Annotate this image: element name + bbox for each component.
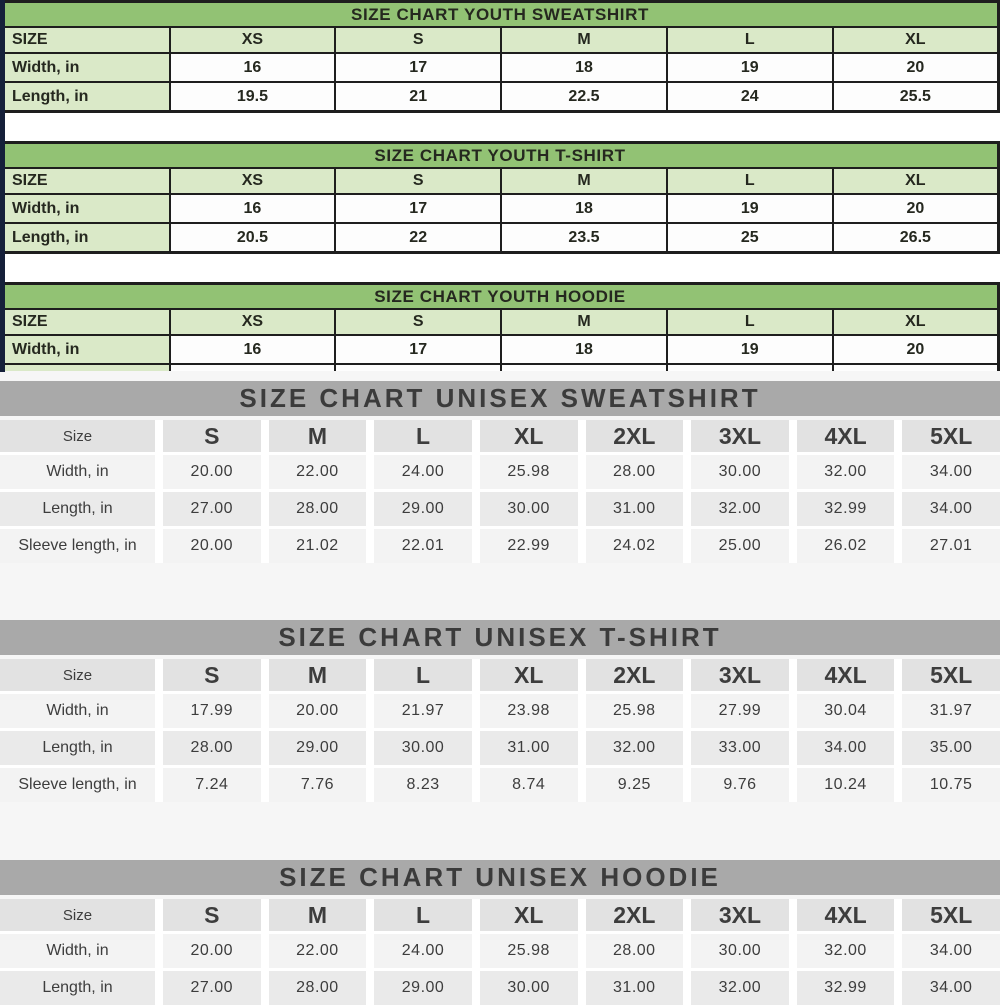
size-value: 7.76: [269, 768, 367, 802]
column-header: XS: [170, 168, 336, 194]
size-value: 27.01: [902, 529, 1000, 563]
left-edge-strip: [0, 0, 5, 372]
size-value: 20.00: [163, 934, 261, 968]
size-value: 16: [170, 335, 336, 364]
column-header: S: [163, 659, 261, 691]
column-header: S: [163, 899, 261, 931]
column-header: L: [374, 659, 472, 691]
size-value: 18: [501, 53, 667, 82]
chart-title: SIZE CHART UNISEX HOODIE: [0, 860, 1000, 895]
size-value: 22.99: [480, 529, 578, 563]
size-value: 25: [667, 223, 833, 253]
size-value: 34.00: [902, 971, 1000, 1005]
size-value: 22.00: [269, 934, 367, 968]
size-value: 30.00: [691, 455, 789, 489]
size-value: 24.00: [374, 934, 472, 968]
size-value: 21.02: [269, 529, 367, 563]
unisex-size-charts: [0, 371, 1000, 1000]
size-value: 30.00: [480, 971, 578, 1005]
size-value: 20: [833, 335, 999, 364]
size-value: 22.5: [501, 82, 667, 112]
size-value: 32.00: [797, 934, 895, 968]
column-header: XL: [480, 420, 578, 452]
size-value: 33.00: [691, 731, 789, 765]
column-header: L: [374, 420, 472, 452]
row-label: Length, in: [2, 223, 170, 253]
size-table: [0, 659, 1000, 802]
size-value: 28.00: [269, 971, 367, 1005]
size-value: 20.00: [163, 529, 261, 563]
size-value: 16: [170, 194, 336, 223]
size-value: 26.5: [833, 223, 999, 253]
row-label: Width, in: [0, 455, 155, 489]
column-header: 2XL: [586, 659, 684, 691]
size-value: 18: [501, 335, 667, 364]
column-header: M: [501, 309, 667, 335]
size-table: [0, 899, 1000, 1005]
size-value: 32.00: [797, 455, 895, 489]
size-value: 28.00: [586, 455, 684, 489]
column-header: XL: [833, 309, 999, 335]
column-header: 2XL: [586, 899, 684, 931]
column-header: M: [269, 659, 367, 691]
size-value: 20.00: [269, 694, 367, 728]
size-value: 27.99: [691, 694, 789, 728]
size-value: 21.97: [374, 694, 472, 728]
chart-title: SIZE CHART UNISEX SWEATSHIRT: [0, 381, 1000, 416]
size-value: 22: [335, 223, 501, 253]
column-header: XL: [480, 899, 578, 931]
row-label: Length, in: [0, 492, 155, 526]
column-header: 3XL: [691, 420, 789, 452]
column-header: L: [667, 27, 833, 53]
size-value: 18: [501, 194, 667, 223]
size-chart-section: [0, 381, 1000, 563]
size-value: 7.24: [163, 768, 261, 802]
row-label: Width, in: [0, 934, 155, 968]
column-header: 2XL: [586, 420, 684, 452]
row-label: Length, in: [0, 971, 155, 1005]
row-label: Width, in: [2, 53, 170, 82]
size-chart-section: [0, 620, 1000, 802]
size-value: 22.00: [269, 455, 367, 489]
column-header: 4XL: [797, 659, 895, 691]
column-header: 5XL: [902, 899, 1000, 931]
size-value: 23.5: [501, 223, 667, 253]
size-value: 31.00: [480, 731, 578, 765]
column-header: L: [374, 899, 472, 931]
size-value: 25.5: [833, 82, 999, 112]
column-header: M: [501, 168, 667, 194]
size-value: 30.00: [374, 731, 472, 765]
size-value: 34.00: [797, 731, 895, 765]
column-header: XL: [480, 659, 578, 691]
size-value: 20.5: [170, 223, 336, 253]
size-value: 19: [667, 194, 833, 223]
youth-size-charts: [0, 0, 1000, 395]
size-value: 25.98: [480, 455, 578, 489]
column-header: XL: [833, 27, 999, 53]
size-header-label: Size: [0, 420, 155, 452]
column-header: XS: [170, 27, 336, 53]
size-value: 34.00: [902, 934, 1000, 968]
table-row: [2, 194, 999, 223]
size-value: 20: [833, 53, 999, 82]
column-header: S: [163, 420, 261, 452]
column-header: M: [269, 899, 367, 931]
size-value: 30.00: [480, 492, 578, 526]
table-row: [2, 223, 999, 253]
size-header-label: SIZE: [2, 168, 170, 194]
column-header: 5XL: [902, 659, 1000, 691]
size-value: 17: [335, 335, 501, 364]
size-value: 30.00: [691, 934, 789, 968]
column-header: S: [335, 27, 501, 53]
size-value: 29.00: [374, 971, 472, 1005]
size-value: 27.00: [163, 971, 261, 1005]
size-value: 35.00: [902, 731, 1000, 765]
size-table: [0, 141, 1000, 254]
column-header: 4XL: [797, 899, 895, 931]
size-value: 17: [335, 194, 501, 223]
size-value: 32.00: [691, 971, 789, 1005]
size-value: 20.00: [163, 455, 261, 489]
size-chart-section: [0, 860, 1000, 1005]
size-value: 27.00: [163, 492, 261, 526]
size-value: 24: [667, 82, 833, 112]
chart-title: SIZE CHART YOUTH T-SHIRT: [2, 143, 999, 169]
row-label: Length, in: [0, 731, 155, 765]
size-value: 32.00: [586, 731, 684, 765]
size-value: 25.98: [586, 694, 684, 728]
column-header: S: [335, 309, 501, 335]
column-header: 3XL: [691, 659, 789, 691]
row-label: Sleeve length, in: [0, 529, 155, 563]
size-value: 32.99: [797, 971, 895, 1005]
size-value: 24.00: [374, 455, 472, 489]
row-label: Width, in: [2, 335, 170, 364]
size-value: 23.98: [480, 694, 578, 728]
size-value: 26.02: [797, 529, 895, 563]
row-label: Sleeve length, in: [0, 768, 155, 802]
size-value: 31.00: [586, 971, 684, 1005]
size-value: 31.00: [586, 492, 684, 526]
column-header: M: [269, 420, 367, 452]
column-header: S: [335, 168, 501, 194]
size-value: 28.00: [586, 934, 684, 968]
size-value: 19.5: [170, 82, 336, 112]
table-row: [2, 335, 999, 364]
size-value: 16: [170, 53, 336, 82]
size-table: [0, 0, 1000, 113]
size-value: 31.97: [902, 694, 1000, 728]
size-value: 24.02: [586, 529, 684, 563]
size-chart-section: [0, 0, 1000, 113]
size-value: 10.75: [902, 768, 1000, 802]
size-header-label: SIZE: [2, 309, 170, 335]
size-value: 29.00: [374, 492, 472, 526]
row-label: Length, in: [2, 82, 170, 112]
column-header: M: [501, 27, 667, 53]
size-value: 17.99: [163, 694, 261, 728]
size-value: 32.99: [797, 492, 895, 526]
size-header-label: SIZE: [2, 27, 170, 53]
size-value: 25.98: [480, 934, 578, 968]
size-value: 8.74: [480, 768, 578, 802]
table-row: [2, 82, 999, 112]
size-header-label: Size: [0, 659, 155, 691]
size-table: [0, 420, 1000, 563]
table-row: [2, 53, 999, 82]
size-chart-section: [0, 141, 1000, 254]
size-value: 20: [833, 194, 999, 223]
size-value: 29.00: [269, 731, 367, 765]
chart-title: SIZE CHART YOUTH HOODIE: [2, 284, 999, 310]
size-value: 9.25: [586, 768, 684, 802]
size-value: 19: [667, 335, 833, 364]
column-header: L: [667, 309, 833, 335]
row-label: Width, in: [2, 194, 170, 223]
size-value: 32.00: [691, 492, 789, 526]
row-label: Width, in: [0, 694, 155, 728]
column-header: XS: [170, 309, 336, 335]
chart-title: SIZE CHART UNISEX T-SHIRT: [0, 620, 1000, 655]
size-value: 21: [335, 82, 501, 112]
size-value: 28.00: [269, 492, 367, 526]
size-value: 22.01: [374, 529, 472, 563]
size-header-label: Size: [0, 899, 155, 931]
size-value: 34.00: [902, 455, 1000, 489]
size-value: 28.00: [163, 731, 261, 765]
size-value: 34.00: [902, 492, 1000, 526]
chart-title: SIZE CHART YOUTH SWEATSHIRT: [2, 2, 999, 28]
size-value: 10.24: [797, 768, 895, 802]
size-value: 8.23: [374, 768, 472, 802]
column-header: 5XL: [902, 420, 1000, 452]
column-header: XL: [833, 168, 999, 194]
column-header: 4XL: [797, 420, 895, 452]
size-value: 17: [335, 53, 501, 82]
size-value: 19: [667, 53, 833, 82]
size-value: 9.76: [691, 768, 789, 802]
column-header: L: [667, 168, 833, 194]
size-value: 30.04: [797, 694, 895, 728]
size-value: 25.00: [691, 529, 789, 563]
column-header: 3XL: [691, 899, 789, 931]
